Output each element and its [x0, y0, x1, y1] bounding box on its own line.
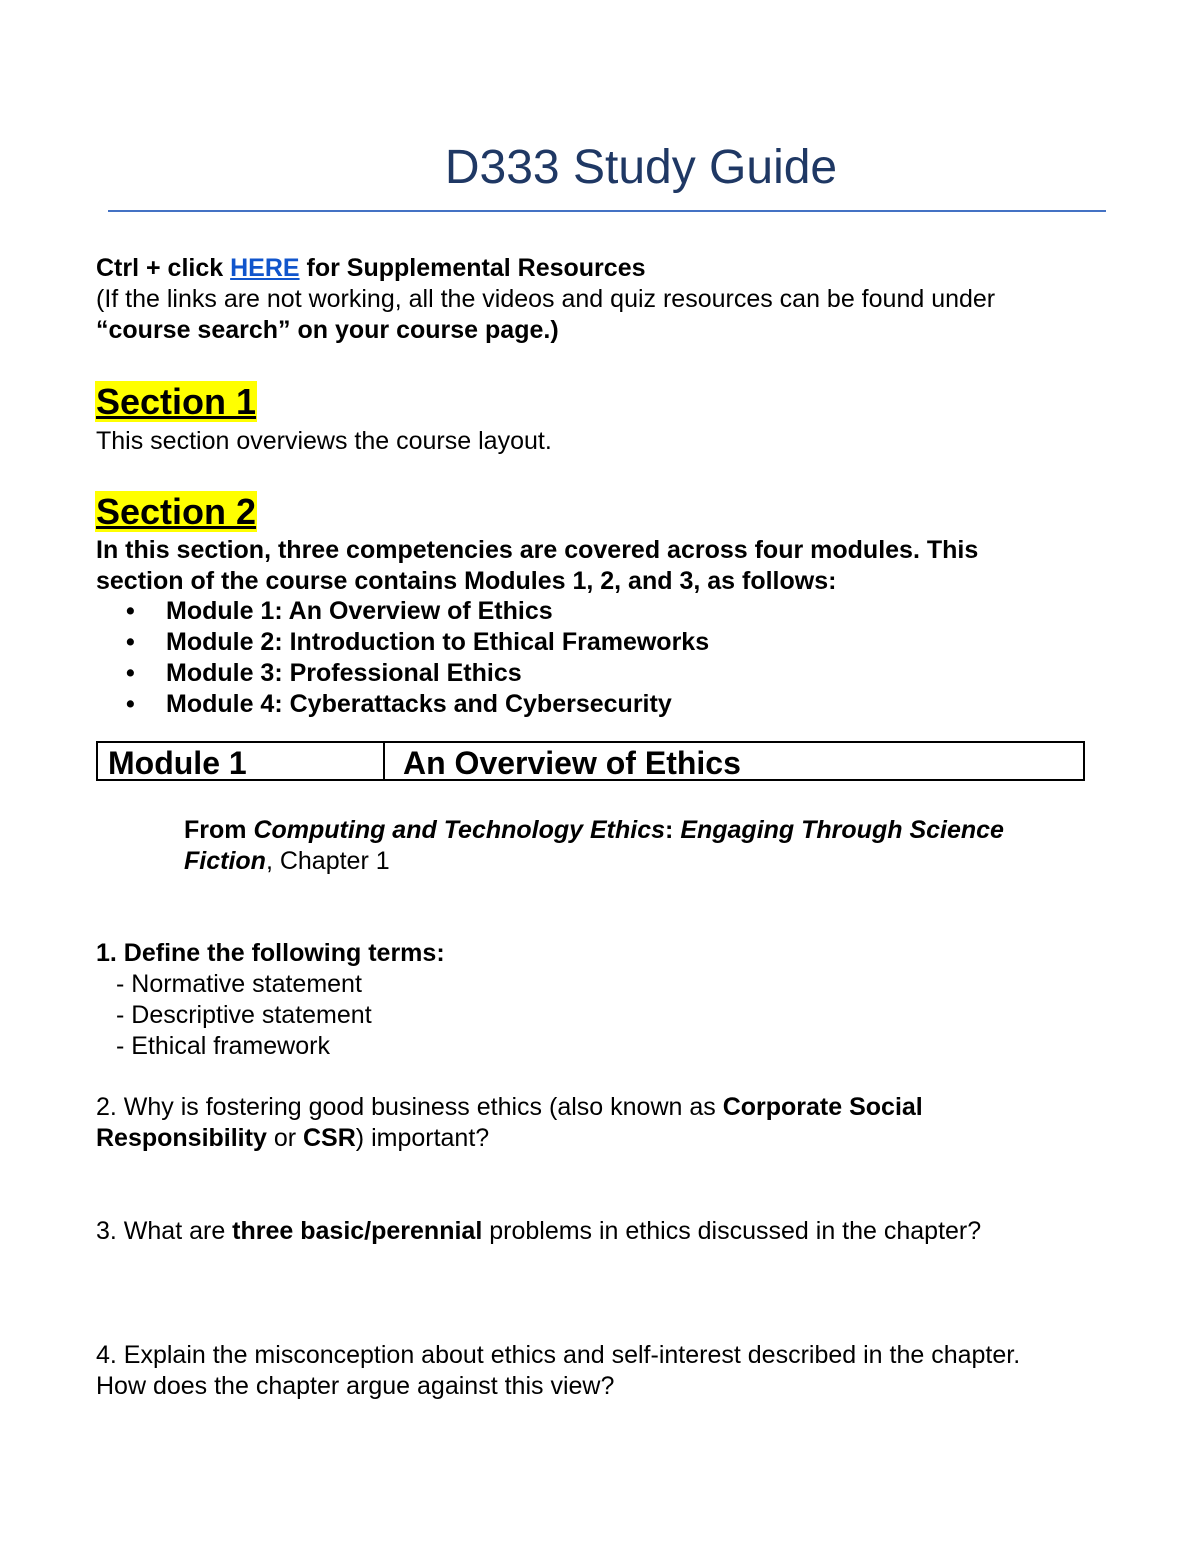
question-4-line2: How does the chapter argue against this view? [96, 1372, 615, 1400]
supplemental-resources-link[interactable]: HERE [230, 254, 300, 282]
module1-source-line1 [184, 815, 1004, 846]
module-list [96, 596, 709, 720]
module1-header-table [96, 741, 1085, 781]
question-2-line1 [96, 1092, 923, 1123]
question-2-line2 [96, 1123, 489, 1154]
resources-note-line2: “course search” on your course page.) [96, 316, 559, 344]
q2-text-or: or [266, 1124, 303, 1152]
module-list-item: • Module 3: Professional Ethics [96, 658, 709, 689]
source-book-title-c: Fiction [184, 847, 266, 875]
q2-text-a: 2. Why is fostering good business ethics (also known as [96, 1093, 723, 1121]
module1-name: An Overview of Ethics [403, 745, 741, 781]
q2-term-responsibility: Responsibility [96, 1124, 267, 1152]
q3-text-c: problems in ethics discussed in the chapter? [482, 1217, 982, 1245]
section2-intro-line1: In this section, three competencies are covered across four modules. This [96, 536, 979, 564]
q2-text-end: ) important? [355, 1124, 490, 1152]
resources-suffix: for Supplemental Resources [299, 254, 646, 282]
source-from: From [184, 816, 254, 844]
document-title: D333 Study Guide [444, 141, 838, 194]
question-3 [96, 1216, 981, 1247]
question-4-line1: 4. Explain the misconception about ethics and self-interest described in the chapter. [96, 1341, 1021, 1369]
resources-note-line1: (If the links are not working, all the videos and quiz resources can be found under [96, 285, 996, 313]
q3-term: three basic/perennial [232, 1217, 483, 1245]
question-1-term: - Ethical framework [116, 1032, 330, 1060]
source-book-title-b: Engaging Through Science [680, 816, 1004, 844]
q2-term-csr: Corporate Social [722, 1093, 923, 1121]
section1-heading [95, 381, 257, 422]
source-chapter: , Chapter 1 [265, 847, 390, 875]
q3-text-a: 3. What are [96, 1217, 233, 1245]
module-list-item: • Module 1: An Overview of Ethics [96, 596, 709, 627]
section2-intro-line2: section of the course contains Modules 1, 2, and 3, as follows: [96, 567, 837, 595]
question-1-term: - Normative statement [116, 970, 362, 998]
resources-prefix: Ctrl + click [96, 254, 231, 282]
section1-heading-text: Section 1 [96, 381, 257, 422]
module-list-item: • Module 4: Cyberattacks and Cybersecurity [96, 689, 709, 720]
resources-line [96, 253, 646, 284]
question-1-heading: 1. Define the following terms: [96, 939, 445, 967]
module-list-item: • Module 2: Introduction to Ethical Frameworks [96, 627, 709, 658]
section1-text: This section overviews the course layout. [96, 427, 552, 455]
q2-term-abbr: CSR [303, 1124, 356, 1152]
module1-source-line2 [184, 846, 390, 877]
module1-label: Module 1 [108, 745, 247, 781]
title-divider [108, 210, 1106, 212]
question-1-term: - Descriptive statement [116, 1001, 372, 1029]
source-book-title-a: Computing and Technology Ethics [253, 816, 666, 844]
section2-heading-text: Section 2 [96, 491, 257, 532]
source-colon: : [665, 816, 681, 844]
section2-heading [95, 491, 257, 532]
